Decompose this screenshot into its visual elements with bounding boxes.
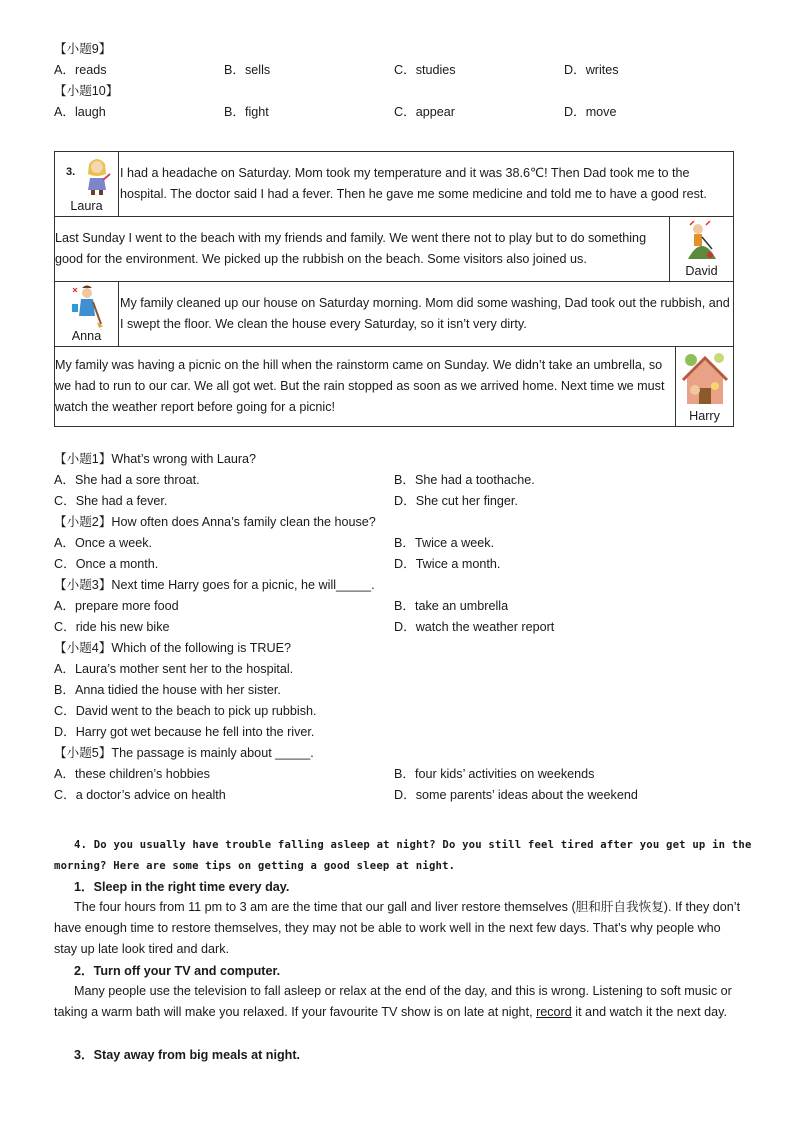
anna-name-label: Anna bbox=[71, 329, 102, 343]
passage-number: 3. bbox=[66, 166, 76, 178]
harry-name-label: Harry bbox=[689, 409, 720, 423]
passage-row-david bbox=[54, 216, 734, 282]
david-picture-cell bbox=[669, 217, 733, 281]
laura-passage-text: I had a headache on Saturday. Mom took my temperature and it was 38.6℃! Then Dad took me to the hospital. The doctor said I had a fever. Then he gave me some medicine and told me to have a good rest. bbox=[120, 166, 707, 201]
question-3-stem: 【小题3】Next time Harry goes for a picnic, he will_____. bbox=[54, 578, 375, 592]
q3-option-d[interactable]: D．watch the weather report bbox=[394, 620, 555, 634]
q3-option-a[interactable]: A．prepare more food bbox=[54, 599, 179, 613]
q3-option-b[interactable]: B．take an umbrella bbox=[394, 599, 509, 613]
q4-option-a[interactable]: A．Laura’s mother sent her to the hospital. bbox=[54, 662, 294, 676]
tip-1-heading: 1．Sleep in the right time every day. bbox=[74, 880, 290, 894]
record-underlined-word: record bbox=[536, 1005, 572, 1019]
q5-option-a[interactable]: A．these children’s hobbies bbox=[54, 767, 210, 781]
q2-option-a[interactable]: A．Once a week. bbox=[54, 536, 152, 550]
tip-2-text-part-b: it and watch it the next day. bbox=[575, 1005, 727, 1019]
boy-cleaning-illustration-icon bbox=[684, 219, 720, 263]
q10-option-c[interactable]: C．appear bbox=[394, 105, 455, 119]
passage-row-laura bbox=[54, 151, 734, 217]
q10-option-b[interactable]: B．fight bbox=[224, 105, 269, 119]
q2-option-b[interactable]: B．Twice a week. bbox=[394, 536, 495, 550]
q2-option-c[interactable]: C．Once a month. bbox=[54, 557, 159, 571]
anna-picture-cell bbox=[55, 282, 119, 346]
q9-option-d[interactable]: D．writes bbox=[564, 63, 619, 77]
q10-option-d[interactable]: D．move bbox=[564, 105, 617, 119]
q1-option-a[interactable]: A．She had a sore throat. bbox=[54, 473, 200, 487]
laura-picture-cell bbox=[55, 152, 119, 216]
q4-option-c[interactable]: C．David went to the beach to pick up rubbish. bbox=[54, 704, 317, 718]
q5-option-d[interactable]: D．some parents’ ideas about the weekend bbox=[394, 788, 638, 802]
tip-2-text-part-a: Many people use the television to fall asleep or relax at the end of the day, and this is wrong. Listening to soft music or taking a warm bath will make you relaxed. If your favourite TV show is on late at night, bbox=[54, 984, 732, 1019]
question-1-stem: 【小题1】What’s wrong with Laura? bbox=[54, 452, 257, 466]
passage-4-intro-line-2: morning? Here are some tips on getting a good sleep at night. bbox=[54, 860, 456, 872]
q5-option-b[interactable]: B．four kids’ activities on weekends bbox=[394, 767, 595, 781]
passage-3-table bbox=[54, 151, 734, 427]
question-2-stem: 【小题2】How often does Anna’s family clean the house? bbox=[54, 515, 376, 529]
anna-passage-text: My family cleaned up our house on Saturday morning. Mom did some washing, Dad took out the rubbish, and I swept the floor. We clean the house every Saturday, so it isn’t very dirty. bbox=[120, 296, 730, 331]
question-9-label: 【小题9】 bbox=[54, 42, 112, 56]
tip-1-text: The four hours from 11 pm to 3 am are the time that our gall and liver restore themselves (胆和肝自我恢复). If they don’t have enough time to restore themselves, they may not be able to work well in the next few days. That’s why people who stay up late look tired and dark. bbox=[54, 900, 741, 956]
passage-row-harry bbox=[54, 346, 734, 427]
q9-option-b[interactable]: B．sells bbox=[224, 63, 271, 77]
laura-name-label: Laura bbox=[70, 199, 103, 213]
question-4-stem: 【小题4】Which of the following is TRUE? bbox=[54, 641, 292, 655]
tip-2-heading: 2．Turn off your TV and computer. bbox=[74, 964, 281, 978]
david-passage-text: Last Sunday I went to the beach with my friends and family. We went there not to play but to do something good for the environment. We picked up the rubbish on the beach. Some visitors also joined us. bbox=[55, 231, 647, 266]
q3-option-c[interactable]: C．ride his new bike bbox=[54, 620, 170, 634]
girl-sweeping-illustration-icon bbox=[69, 284, 105, 328]
passage-row-anna bbox=[54, 281, 734, 347]
q9-option-a[interactable]: A．reads bbox=[54, 63, 107, 77]
girl-illustration-icon bbox=[81, 154, 113, 196]
tip-3-heading: 3．Stay away from big meals at night. bbox=[74, 1048, 301, 1062]
tip-2-text bbox=[54, 981, 744, 1023]
q5-option-c[interactable]: C．a doctor’s advice on health bbox=[54, 788, 226, 802]
q1-option-b[interactable]: B．She had a toothache. bbox=[394, 473, 535, 487]
question-5-stem: 【小题5】The passage is mainly about _____. bbox=[54, 746, 314, 760]
harry-passage-text: My family was having a picnic on the hill when the rainstorm came on Sunday. We didn’t take an umbrella, so we had to run to our car. We all got wet. But the rain stopped as soon as we arrived home. Next time we must watch the weather report before going for a picnic! bbox=[55, 358, 665, 414]
harry-picture-cell bbox=[675, 347, 733, 426]
q1-option-d[interactable]: D．She cut her finger. bbox=[394, 494, 518, 508]
q1-option-c[interactable]: C．She had a fever. bbox=[54, 494, 168, 508]
q9-option-c[interactable]: C．studies bbox=[394, 63, 456, 77]
question-10-label: 【小题10】 bbox=[54, 84, 119, 98]
david-name-label: David bbox=[685, 264, 718, 278]
q4-option-b[interactable]: B．Anna tidied the house with her sister. bbox=[54, 683, 281, 697]
passage-4-intro-line-1: 4. Do you usually have trouble falling asleep at night? Do you still feel tired after you get up in the bbox=[74, 839, 752, 851]
q2-option-d[interactable]: D．Twice a month. bbox=[394, 557, 501, 571]
q10-option-a[interactable]: A．laugh bbox=[54, 105, 106, 119]
q4-option-d[interactable]: D．Harry got wet because he fell into the river. bbox=[54, 725, 315, 739]
picnic-house-illustration-icon bbox=[681, 350, 729, 406]
